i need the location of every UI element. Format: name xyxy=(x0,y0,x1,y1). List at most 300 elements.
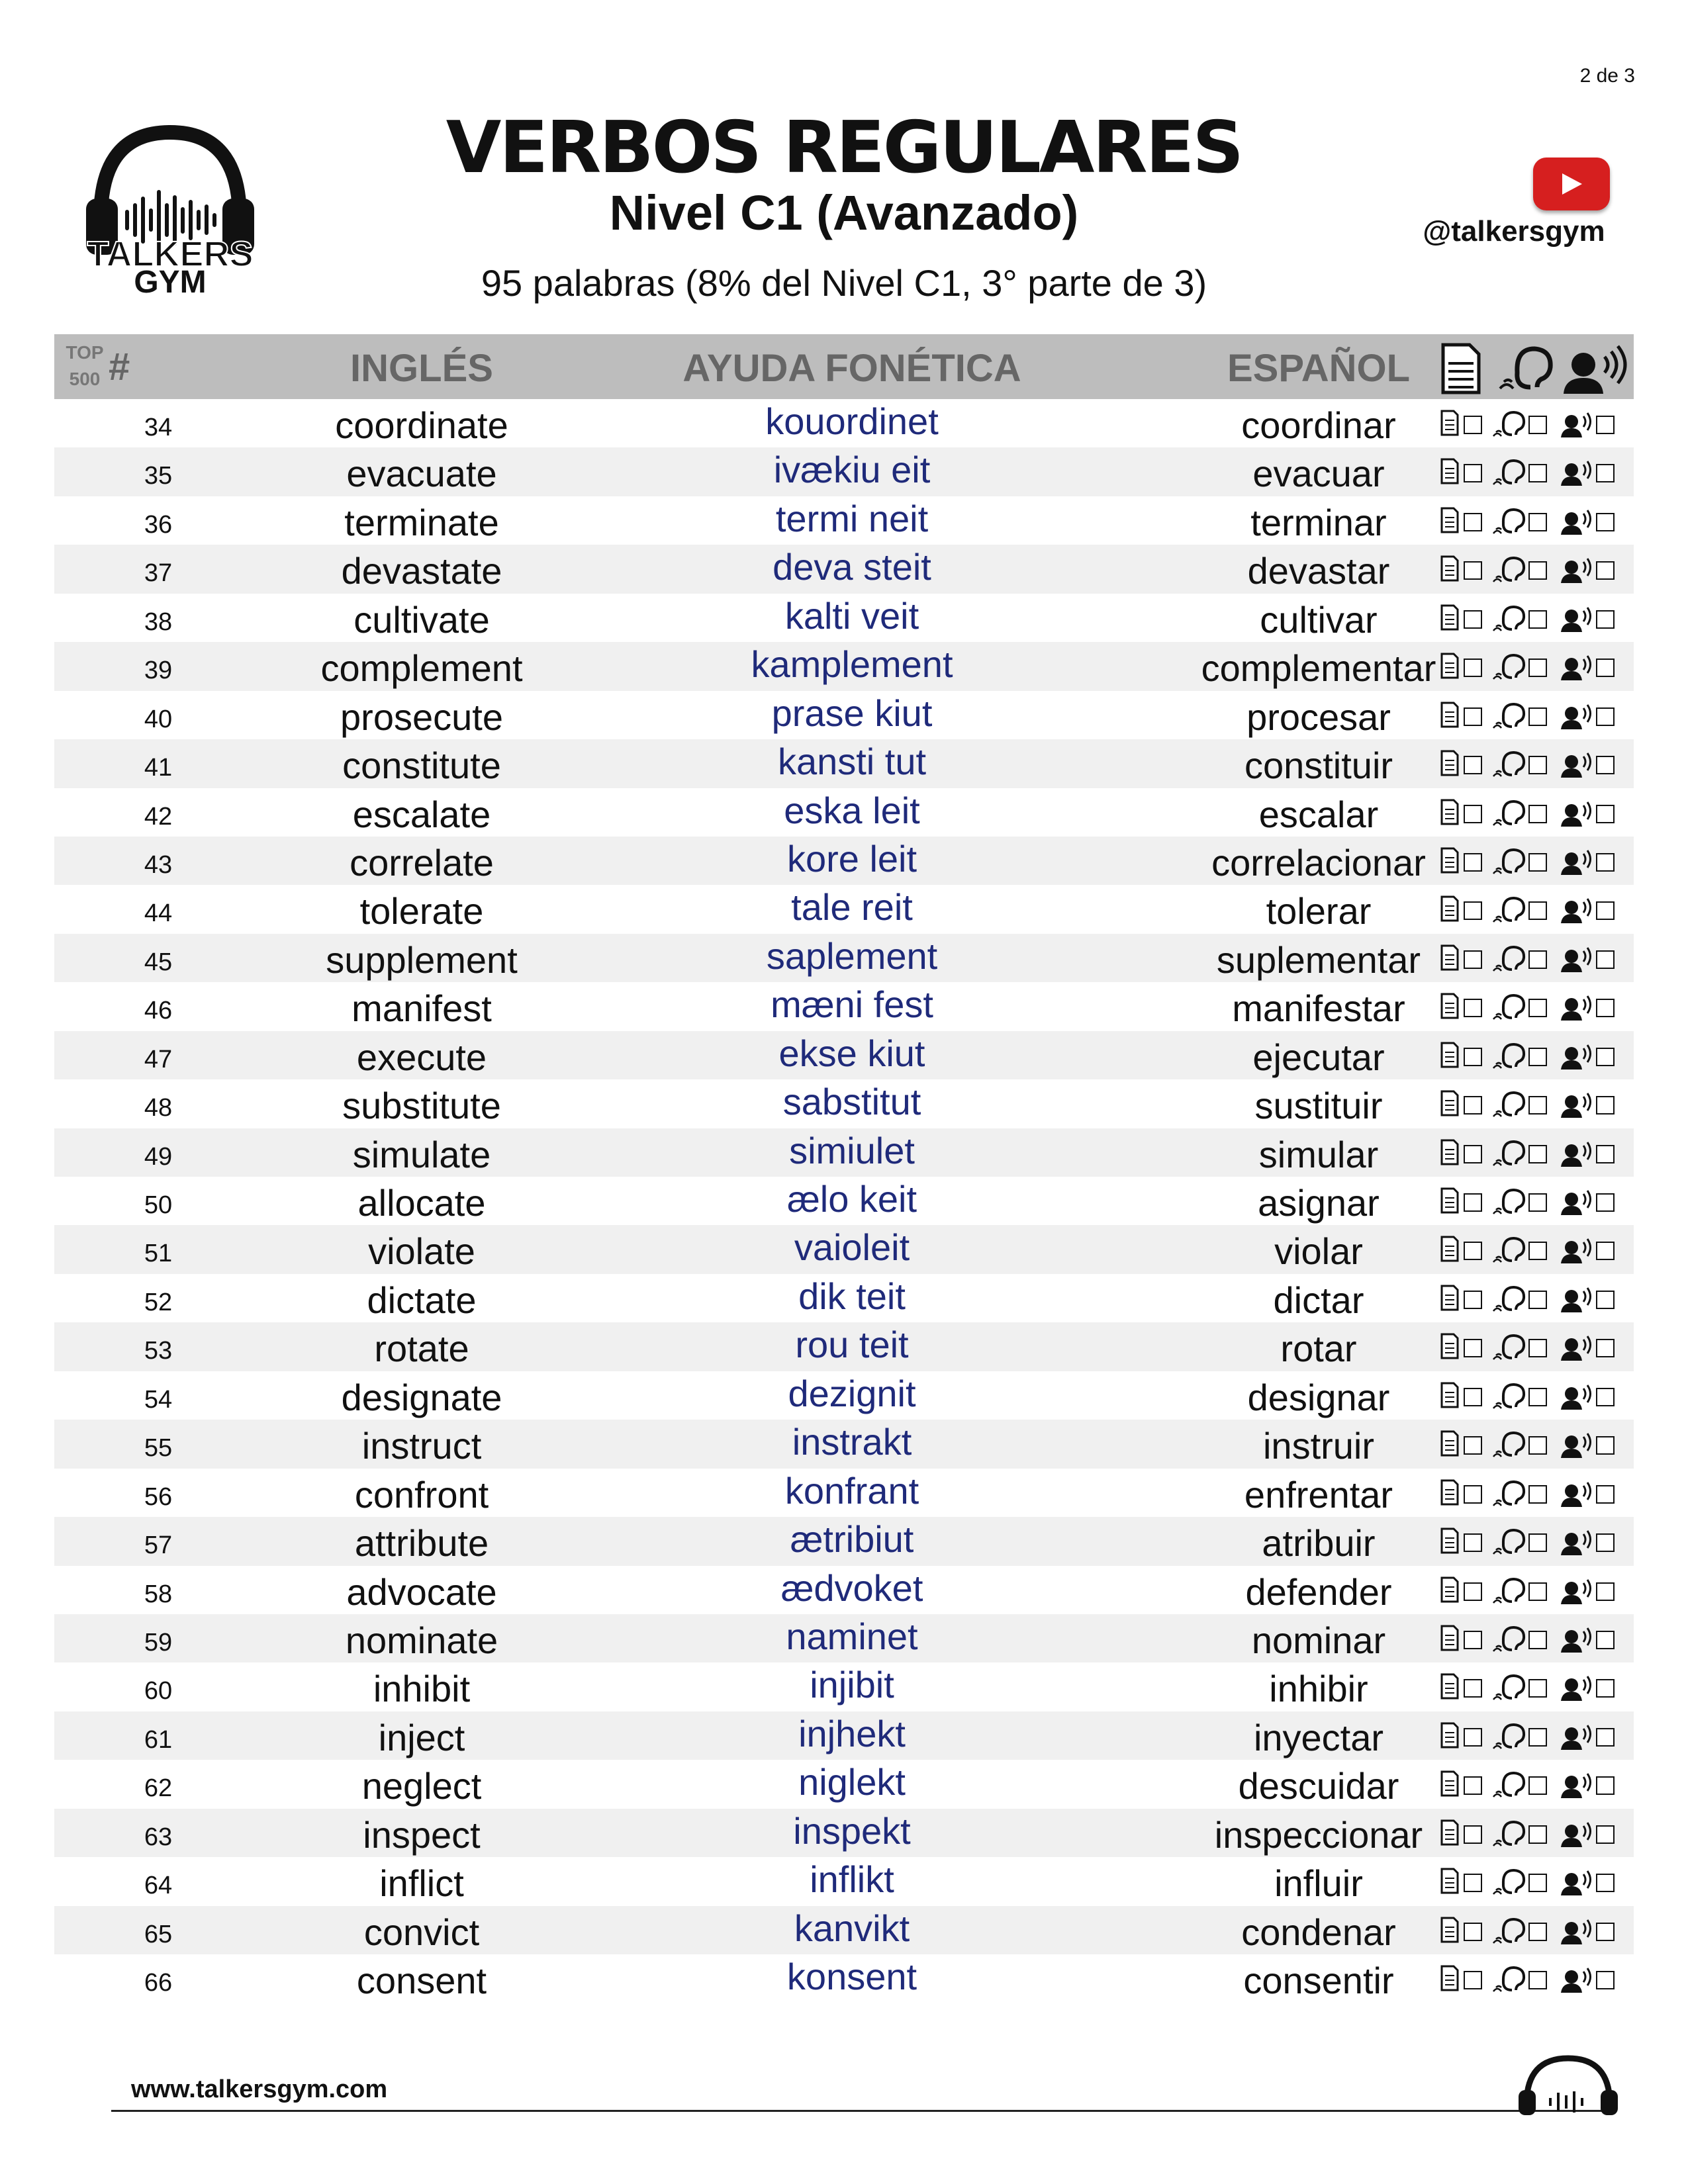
listen-checkbox xyxy=(1529,1388,1546,1406)
document-icon xyxy=(1442,557,1458,580)
practice-checkboxes[interactable] xyxy=(1438,1330,1630,1363)
speak-checkbox xyxy=(1597,514,1614,531)
table-row xyxy=(54,642,1634,690)
row-number: 38 xyxy=(144,608,173,636)
spanish-word: tolerar xyxy=(1266,890,1372,933)
practice-checkboxes[interactable] xyxy=(1438,1914,1630,1947)
row-number: 56 xyxy=(144,1482,173,1511)
document-icon xyxy=(1442,751,1458,775)
speaking-person-icon xyxy=(1561,656,1591,680)
practice-checkboxes[interactable] xyxy=(1438,893,1630,926)
spanish-word: asignar xyxy=(1258,1182,1380,1224)
practice-checkboxes[interactable] xyxy=(1438,1087,1630,1120)
speak-checkbox xyxy=(1597,416,1614,433)
vocabulary-table xyxy=(54,334,1634,2003)
english-word: confront xyxy=(354,1473,489,1516)
document-icon xyxy=(1442,508,1458,532)
table-row xyxy=(54,1177,1634,1225)
speaking-person-icon xyxy=(1561,1385,1591,1410)
phonetic-help: niglekt xyxy=(798,1761,906,1803)
phonetic-help: sabstitut xyxy=(782,1081,921,1123)
read-checkbox xyxy=(1464,1486,1481,1503)
read-checkbox xyxy=(1464,1340,1481,1357)
speak-checkbox xyxy=(1597,756,1614,774)
practice-checkboxes[interactable] xyxy=(1438,650,1630,683)
speaking-person-icon xyxy=(1561,1336,1591,1361)
ear-icon xyxy=(1493,1238,1524,1262)
english-word: tolerate xyxy=(359,890,484,933)
listen-checkbox xyxy=(1529,1631,1546,1649)
read-checkbox xyxy=(1464,1097,1481,1114)
read-checkbox xyxy=(1464,1534,1481,1551)
listen-checkbox xyxy=(1529,805,1546,823)
practice-checkboxes[interactable] xyxy=(1438,1670,1630,1704)
english-word: substitute xyxy=(342,1085,501,1127)
speak-checkbox xyxy=(1597,1826,1614,1843)
spanish-word: suplementar xyxy=(1216,938,1421,981)
youtube-icon[interactable] xyxy=(1533,158,1610,210)
read-checkbox xyxy=(1464,416,1481,433)
english-word: prosecute xyxy=(340,696,503,738)
practice-checkboxes[interactable] xyxy=(1438,1282,1630,1315)
speak-checkbox xyxy=(1597,1194,1614,1211)
practice-checkboxes[interactable] xyxy=(1438,553,1630,586)
table-row xyxy=(54,788,1634,837)
spanish-word: condenar xyxy=(1241,1911,1396,1953)
practice-checkboxes[interactable] xyxy=(1438,747,1630,780)
read-checkbox xyxy=(1464,1242,1481,1259)
ear-icon xyxy=(1493,1919,1524,1943)
practice-checkboxes[interactable] xyxy=(1438,1185,1630,1218)
speak-checkbox xyxy=(1597,562,1614,579)
table-row xyxy=(54,1031,1634,1079)
read-checkbox xyxy=(1464,854,1481,871)
table-row xyxy=(54,496,1634,545)
phonetic-help: injibit xyxy=(810,1664,894,1706)
practice-checkboxes[interactable] xyxy=(1438,844,1630,878)
spanish-word: influir xyxy=(1274,1862,1363,1905)
document-icon xyxy=(1442,1189,1458,1212)
document-icon xyxy=(1442,1286,1458,1310)
speaking-person-icon xyxy=(1561,850,1591,875)
speaking-person-icon xyxy=(1561,1628,1591,1653)
phonetic-help: ætribiut xyxy=(790,1518,914,1561)
practice-checkboxes[interactable] xyxy=(1438,1768,1630,1801)
ear-icon xyxy=(1493,1093,1524,1116)
table-row xyxy=(54,545,1634,593)
speaking-person-icon xyxy=(1561,802,1591,827)
table-row xyxy=(54,837,1634,885)
row-number: 37 xyxy=(144,559,173,588)
spanish-word: simular xyxy=(1258,1133,1379,1175)
spanish-word: rotar xyxy=(1280,1328,1357,1370)
document-icon xyxy=(1442,1043,1458,1067)
ear-icon xyxy=(1493,412,1524,436)
listen-checkbox xyxy=(1529,1146,1546,1163)
table-row xyxy=(54,1322,1634,1371)
practice-checkboxes[interactable] xyxy=(1438,1719,1630,1752)
table-row xyxy=(54,1517,1634,1565)
phonetic-help: kansti tut xyxy=(777,741,927,783)
document-icon xyxy=(1442,1237,1458,1261)
english-word: execute xyxy=(356,1036,487,1078)
speak-checkbox xyxy=(1597,1146,1614,1163)
english-header: INGLÉS xyxy=(350,347,493,390)
english-word: evacuate xyxy=(346,453,497,495)
speaking-person-icon xyxy=(1564,346,1625,394)
row-number: 65 xyxy=(144,1920,173,1948)
ear-icon xyxy=(1493,461,1524,484)
spanish-word: dictar xyxy=(1273,1279,1364,1321)
row-number: 44 xyxy=(144,899,173,928)
speak-checkbox xyxy=(1597,1631,1614,1649)
table-row xyxy=(54,1371,1634,1420)
spanish-word: inhibir xyxy=(1269,1668,1368,1710)
phonetic-help: kore leit xyxy=(786,837,917,880)
document-icon xyxy=(1442,703,1458,727)
top-500-label: TOP 500 xyxy=(66,342,104,389)
practice-checkboxes[interactable] xyxy=(1438,1525,1630,1558)
speaking-person-icon xyxy=(1561,1531,1591,1555)
phonetic-help: inflikt xyxy=(810,1858,894,1901)
english-word: constitute xyxy=(342,745,501,787)
phonetic-help: prase kiut xyxy=(771,692,933,734)
table-row xyxy=(54,1906,1634,1954)
speaking-person-icon xyxy=(1561,559,1591,583)
ear-icon xyxy=(1493,1142,1524,1165)
table-row xyxy=(54,1079,1634,1128)
read-checkbox xyxy=(1464,562,1481,579)
spanish-word: correlacionar xyxy=(1211,841,1426,884)
ear-icon xyxy=(1493,1385,1524,1408)
speak-checkbox xyxy=(1597,1583,1614,1600)
document-icon xyxy=(1442,459,1458,483)
speak-checkbox xyxy=(1597,708,1614,725)
listen-checkbox xyxy=(1529,1972,1546,1989)
read-checkbox xyxy=(1464,902,1481,919)
phonetic-help: dezignit xyxy=(788,1372,916,1414)
speak-checkbox xyxy=(1597,951,1614,968)
phonetic-header: AYUDA FONÉTICA xyxy=(682,347,1021,390)
phonetic-help: ælo keit xyxy=(786,1178,917,1220)
speaking-person-icon xyxy=(1561,1239,1591,1263)
speaking-person-icon xyxy=(1561,413,1591,437)
document-icon xyxy=(1442,1140,1458,1164)
row-number: 47 xyxy=(144,1045,173,1073)
practice-checkboxes[interactable] xyxy=(1438,504,1630,537)
row-number: 36 xyxy=(144,510,173,539)
speaking-person-icon xyxy=(1561,1288,1591,1312)
table-row xyxy=(54,1469,1634,1517)
read-checkbox xyxy=(1464,1874,1481,1891)
speak-checkbox xyxy=(1597,1729,1614,1746)
row-number: 59 xyxy=(144,1628,173,1657)
english-word: instruct xyxy=(361,1425,482,1467)
read-checkbox xyxy=(1464,611,1481,628)
ear-icon xyxy=(1493,752,1524,776)
speak-checkbox xyxy=(1597,1340,1614,1357)
document-icon xyxy=(1443,345,1479,392)
ear-icon xyxy=(1493,558,1524,582)
table-row xyxy=(54,1274,1634,1322)
read-checkbox xyxy=(1464,1194,1481,1211)
read-checkbox xyxy=(1464,1048,1481,1066)
phonetic-help: tale reit xyxy=(791,886,913,929)
practice-checkboxes[interactable] xyxy=(1438,1428,1630,1461)
speaking-person-icon xyxy=(1561,1676,1591,1701)
speaking-person-icon xyxy=(1561,608,1591,632)
read-checkbox xyxy=(1464,659,1481,676)
practice-checkboxes[interactable] xyxy=(1438,455,1630,488)
practice-checkboxes[interactable] xyxy=(1438,1233,1630,1266)
read-checkbox xyxy=(1464,1437,1481,1454)
listen-checkbox xyxy=(1529,514,1546,531)
listen-checkbox xyxy=(1529,708,1546,725)
table-row xyxy=(54,1857,1634,1905)
speak-checkbox xyxy=(1597,1097,1614,1114)
english-word: cultivate xyxy=(353,598,490,641)
social-handle[interactable]: @talkersgym xyxy=(1423,215,1605,248)
phonetic-help: ekse kiut xyxy=(778,1032,925,1074)
english-word: consent xyxy=(356,1960,487,2001)
practice-checkboxes[interactable] xyxy=(1438,1039,1630,1072)
phonetic-help: instrakt xyxy=(792,1421,912,1463)
english-word: terminate xyxy=(344,501,499,543)
practice-checkboxes[interactable] xyxy=(1438,942,1630,975)
row-number: 40 xyxy=(144,705,173,733)
phonetic-help: eska leit xyxy=(784,789,920,831)
table-row xyxy=(54,1614,1634,1662)
speak-checkbox xyxy=(1597,1777,1614,1794)
ear-icon xyxy=(1493,1579,1524,1603)
practice-checkboxes[interactable] xyxy=(1438,1817,1630,1850)
ear-icon xyxy=(1493,1870,1524,1894)
row-number: 52 xyxy=(144,1288,173,1316)
document-icon xyxy=(1442,1674,1458,1698)
speaking-person-icon xyxy=(1561,753,1591,778)
row-number: 57 xyxy=(144,1531,173,1560)
speaking-person-icon xyxy=(1561,705,1591,729)
footer-divider xyxy=(111,2110,1609,2112)
english-word: inject xyxy=(378,1716,465,1758)
practice-checkboxes[interactable] xyxy=(1438,1962,1630,1995)
phonetic-help: dik teit xyxy=(798,1275,906,1317)
listen-checkbox xyxy=(1529,611,1546,628)
phonetic-help: deva steit xyxy=(773,546,931,588)
table-body xyxy=(54,399,1634,2003)
table-row xyxy=(54,739,1634,788)
ear-icon xyxy=(1493,801,1524,825)
document-icon xyxy=(1442,1578,1458,1602)
row-number: 50 xyxy=(144,1191,173,1219)
read-checkbox xyxy=(1464,1388,1481,1406)
table-row xyxy=(54,934,1634,982)
document-icon xyxy=(1442,1432,1458,1455)
table-row xyxy=(54,1566,1634,1614)
phonetic-help: konsent xyxy=(786,1956,917,1997)
headphones-logo xyxy=(1512,2052,1624,2118)
ear-icon xyxy=(1493,704,1524,728)
practice-checkboxes[interactable] xyxy=(1438,796,1630,829)
spanish-word: nominar xyxy=(1251,1619,1386,1661)
practice-checkboxes[interactable] xyxy=(1438,407,1630,440)
ear-icon xyxy=(1493,1482,1524,1506)
listen-checkbox xyxy=(1529,1486,1546,1503)
row-number: 61 xyxy=(144,1725,173,1754)
spanish-word: escalar xyxy=(1258,793,1379,835)
speaking-person-icon xyxy=(1561,1725,1591,1750)
listen-checkbox xyxy=(1529,854,1546,871)
spanish-word: complementar xyxy=(1201,647,1436,690)
row-number: 63 xyxy=(144,1823,173,1851)
english-word: dictate xyxy=(367,1279,477,1321)
read-checkbox xyxy=(1464,1583,1481,1600)
listen-checkbox xyxy=(1529,1874,1546,1891)
ear-icon xyxy=(1493,1530,1524,1554)
speaking-person-icon xyxy=(1561,461,1591,486)
ear-icon xyxy=(1493,1676,1524,1700)
document-icon xyxy=(1442,1918,1458,1942)
ear-icon xyxy=(1493,947,1524,971)
spanish-word: cultivar xyxy=(1260,598,1378,641)
document-icon xyxy=(1442,994,1458,1018)
ear-icon xyxy=(1493,655,1524,679)
read-checkbox xyxy=(1464,951,1481,968)
read-checkbox xyxy=(1464,756,1481,774)
listen-checkbox xyxy=(1529,465,1546,482)
document-icon xyxy=(1442,1480,1458,1504)
english-word: nominate xyxy=(345,1619,498,1661)
speaking-person-icon xyxy=(1561,1823,1591,1847)
spanish-word: devastar xyxy=(1247,550,1390,592)
ear-icon xyxy=(1493,1190,1524,1214)
ear-icon xyxy=(1493,1773,1524,1797)
ear-icon xyxy=(1493,1433,1524,1457)
document-icon xyxy=(1442,1626,1458,1650)
practice-checkboxes[interactable] xyxy=(1438,1574,1630,1607)
spanish-word: inspeccionar xyxy=(1214,1813,1423,1856)
ear-icon xyxy=(1493,1968,1524,1991)
table-row xyxy=(54,885,1634,933)
practice-checkboxes[interactable] xyxy=(1438,1477,1630,1510)
speaking-person-icon xyxy=(1561,1142,1591,1167)
spanish-word: procesar xyxy=(1246,696,1391,738)
spanish-word: atribuir xyxy=(1262,1522,1376,1565)
phonetic-help: kanvikt xyxy=(794,1907,910,1949)
speak-checkbox xyxy=(1597,465,1614,482)
speak-checkbox xyxy=(1597,1680,1614,1697)
row-number: 51 xyxy=(144,1240,173,1268)
speaking-person-icon xyxy=(1561,1871,1591,1895)
table-row xyxy=(54,1711,1634,1760)
listen-checkbox xyxy=(1529,1242,1546,1259)
row-number: 55 xyxy=(144,1434,173,1463)
read-checkbox xyxy=(1464,1972,1481,1989)
english-word: supplement xyxy=(326,938,518,981)
english-word: coordinate xyxy=(335,404,508,446)
listen-checkbox xyxy=(1529,1534,1546,1551)
listen-checkbox xyxy=(1529,1097,1546,1114)
speak-checkbox xyxy=(1597,659,1614,676)
speak-checkbox xyxy=(1597,902,1614,919)
document-icon xyxy=(1442,654,1458,678)
page-number: 2 de 3 xyxy=(1579,65,1635,87)
document-icon xyxy=(1442,1091,1458,1115)
spanish-word: instruir xyxy=(1262,1425,1375,1467)
row-number: 62 xyxy=(144,1774,173,1803)
english-word: neglect xyxy=(361,1765,482,1807)
spanish-word: terminar xyxy=(1250,501,1387,543)
table-row xyxy=(54,691,1634,739)
ear-icon xyxy=(1493,1822,1524,1846)
document-icon xyxy=(1442,1383,1458,1407)
practice-checkboxes[interactable] xyxy=(1438,699,1630,732)
document-icon xyxy=(1442,946,1458,970)
row-number: 46 xyxy=(144,997,173,1025)
speak-checkbox xyxy=(1597,999,1614,1017)
read-checkbox xyxy=(1464,708,1481,725)
document-icon xyxy=(1442,1966,1458,1990)
speaking-person-icon xyxy=(1561,1774,1591,1798)
row-number: 41 xyxy=(144,754,173,782)
phonetic-help: injhekt xyxy=(798,1712,906,1754)
practice-checkboxes[interactable] xyxy=(1438,1865,1630,1898)
document-icon xyxy=(1442,1869,1458,1893)
read-checkbox xyxy=(1464,1631,1481,1649)
english-word: correlate xyxy=(350,841,494,884)
table-row xyxy=(54,1954,1634,2003)
practice-checkboxes[interactable] xyxy=(1438,1379,1630,1412)
ear-icon xyxy=(1493,1044,1524,1068)
spanish-header: ESPAÑOL xyxy=(1227,347,1411,390)
table-row xyxy=(54,399,1634,447)
read-checkbox xyxy=(1464,465,1481,482)
speaking-person-icon xyxy=(1561,1482,1591,1507)
practice-checkboxes[interactable] xyxy=(1438,602,1630,635)
speaking-person-icon xyxy=(1561,1920,1591,1944)
speak-checkbox xyxy=(1597,1486,1614,1503)
practice-checkboxes[interactable] xyxy=(1438,990,1630,1023)
phonetic-help: vaioleit xyxy=(794,1226,910,1269)
listen-checkbox xyxy=(1529,1048,1546,1066)
row-number: 35 xyxy=(144,462,173,490)
number-header: # xyxy=(109,345,130,388)
listen-checkbox xyxy=(1529,756,1546,774)
table-row xyxy=(54,1809,1634,1857)
footer-url[interactable]: www.talkersgym.com xyxy=(131,2075,388,2103)
read-checkbox xyxy=(1464,1291,1481,1308)
phonetic-help: saplement xyxy=(766,934,938,977)
table-row xyxy=(54,1420,1634,1468)
speaking-person-icon xyxy=(1561,1580,1591,1604)
listen-checkbox xyxy=(1529,1437,1546,1454)
document-icon xyxy=(1442,897,1458,921)
english-word: complement xyxy=(320,647,523,690)
speak-checkbox xyxy=(1597,1923,1614,1940)
spanish-word: violar xyxy=(1274,1230,1363,1273)
speak-checkbox xyxy=(1597,1972,1614,1989)
practice-checkboxes[interactable] xyxy=(1438,1136,1630,1169)
practice-checkboxes[interactable] xyxy=(1438,1622,1630,1655)
phonetic-help: mæni fest xyxy=(771,983,933,1026)
row-number: 58 xyxy=(144,1580,173,1608)
english-word: devastate xyxy=(341,550,502,592)
phonetic-help: inspekt xyxy=(793,1809,911,1852)
read-checkbox xyxy=(1464,514,1481,531)
english-word: convict xyxy=(363,1911,480,1953)
document-icon xyxy=(1442,1772,1458,1796)
table-row xyxy=(54,1225,1634,1273)
